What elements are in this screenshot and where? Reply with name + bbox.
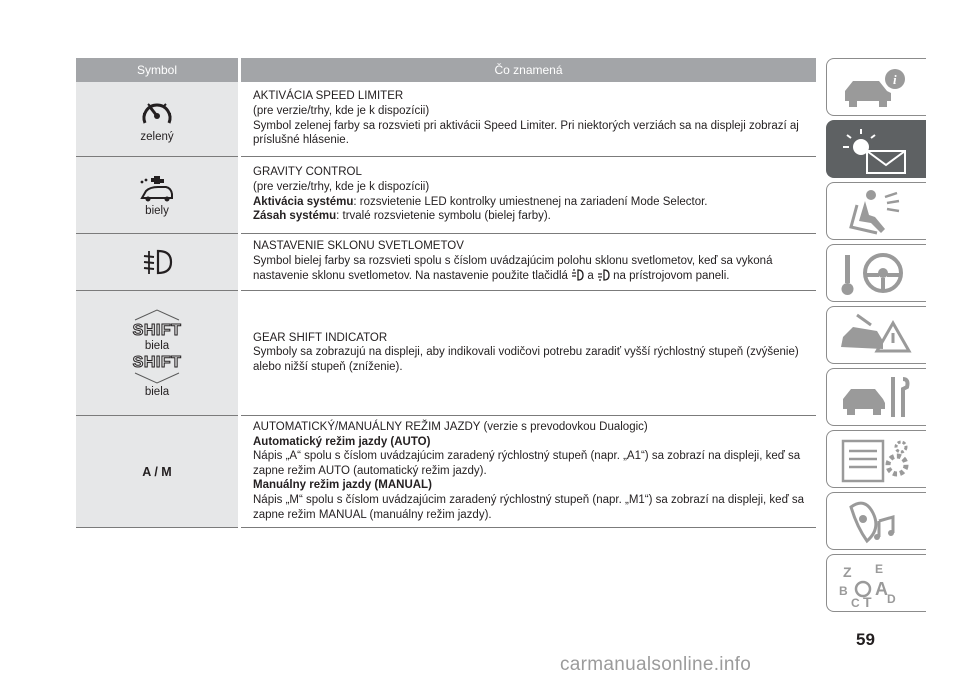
symbol-table [76,58,816,528]
shift-down-icon: SHIFT [132,354,182,371]
key-steering-wheel-icon [837,249,917,299]
header-symbol: Symbol [76,58,240,82]
car-maintenance-icon [837,373,917,423]
tab-emergency[interactable] [826,306,926,364]
table-row: NASTAVENIE SKLONU SVETLOMETOV Symbol bielej farby sa rozsvieti spolu s číslom uvádzajúcim polohu sklonu svetlometov, keď sa vykoná nastavenie sklonu svetlometov. Na nastavenie použite tlačidlá a na prístrojovom paneli. [76,234,816,291]
symbol-color-label: zelený [140,130,174,143]
page-number: 59 [856,630,875,649]
technical-data-icon [837,435,917,485]
seat-airbag-icon [837,187,917,237]
tab-multimedia[interactable] [826,492,926,550]
table-row: A / M AUTOMATICKÝ/MANUÁLNY REŽIM JAZDY (verzie s prevodovkou Dualogic) Automatický režim jazdy (AUTO) Nápis „A“ spolu s číslom uvádzajúcim zaradený rýchlostný stupeň (napr. „A1“) sa zobrazí na displeji, keď sa zapne režim AUTO (automatický režim jazdy). Manuálny režim jazdy (MANUAL) Nápis „M“ spolu s číslom uvádzajúcim zaradený rýchlostný stupeň (napr. „M1“) sa zobrazí na displeji, keď sa zapne režim MANUAL (manuálny režim jazdy). [76,416,816,528]
auto-manual-symbol: A / M [142,464,172,479]
svg-text:E: E [875,562,884,576]
car-info-icon [837,63,917,113]
tab-starting-driving[interactable] [826,244,926,302]
tab-technical-data[interactable] [826,430,926,488]
svg-text:B: B [839,584,848,598]
tab-maintenance[interactable] [826,368,926,426]
svg-text:i: i [893,72,897,87]
headlamp-leveling-icon [141,247,173,277]
svg-text:D: D [887,592,896,606]
svg-text:C: C [851,596,860,609]
tab-car-info[interactable] [826,58,926,116]
shift-down-arrow-icon [133,371,181,385]
symbol-color-label: biely [145,204,169,217]
headlamp-up-button-icon [571,268,584,281]
tab-safety[interactable] [826,182,926,240]
svg-text:T: T [863,594,872,609]
alphabetical-index-icon [837,559,917,609]
warning-light-message-icon [837,125,917,175]
header-meaning: Čo znamená [240,58,817,82]
tab-index[interactable] [826,554,926,612]
speed-limiter-icon [139,96,175,130]
svg-text:Z: Z [843,564,852,580]
svg-text:A: A [875,579,888,599]
table-row: zelený AKTIVÁCIA SPEED LIMITER (pre verzie/trhy, kde je k dispozícii) Symbol zelenej farby sa rozsvieti pri aktivácii Speed Limiter. Pri niektorých verziách sa na displeji zobrazí aj príslušné hlásenie. [76,82,816,157]
gravity-control-icon [138,174,176,204]
multimedia-icon [837,497,917,547]
shift-up-icon: SHIFT [132,322,182,339]
footer-watermark[interactable]: carmanualsonline.info [560,654,752,675]
shift-up-arrow-icon [133,308,181,322]
tab-warning-lights[interactable] [826,120,926,178]
symbol-color-label: biela [144,340,170,352]
car-breakdown-icon [837,311,917,361]
table-row: biely GRAVITY CONTROL (pre verzie/trhy, kde je k dispozícii) Aktivácia systému: rozsvietenie LED kontrolky umiestnenej na zariadení Mode Selector. Zásah systému: trvalé rozsvietenie symbolu (bielej farby). [76,157,816,234]
symbol-color-label: biela [144,386,170,398]
table-row: SHIFT biela SHIFT biela GEAR SHIFT INDICATOR Symboly sa zobrazujú na displeji, aby indikovali vodičovi potrebu zaradiť vyšší rýchlostný stupeň (zvýšenie) alebo nižší stupeň (zníženie). [76,291,816,416]
headlamp-down-button-icon [597,268,610,281]
